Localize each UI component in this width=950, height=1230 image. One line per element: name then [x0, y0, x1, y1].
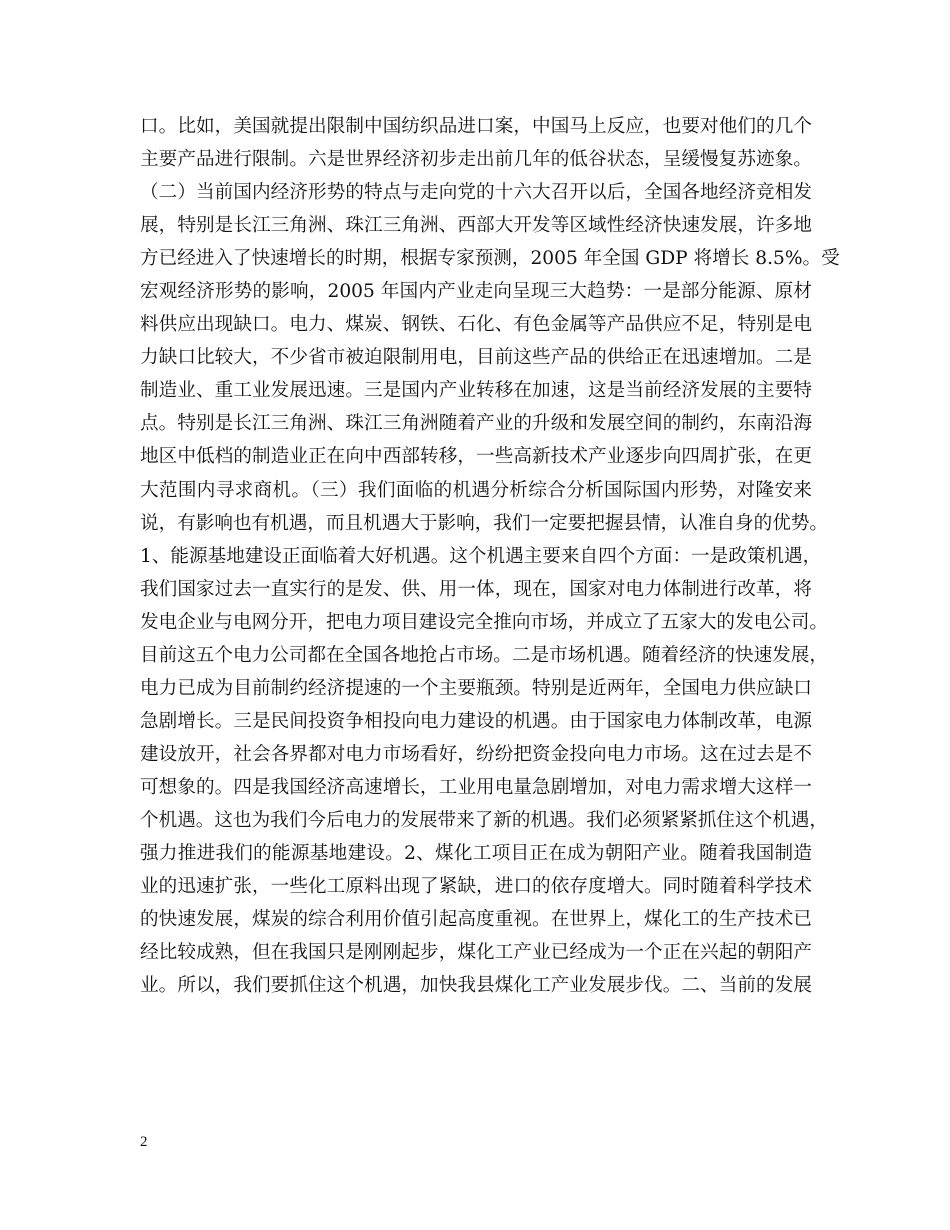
text-line: 口。比如，美国就提出限制中国纺织品进口案，中国马上反应，也要对他们的几个: [140, 116, 812, 137]
text-line: 大范围内寻求商机。（三）我们面临的机遇分析综合分析国际国内形势，对隆安来: [140, 479, 812, 501]
text-line: 电力已成为目前制约经济提速的一个主要瓶颈。特别是近两年，全国电力供应缺口: [140, 677, 812, 699]
text-line: 力缺口比较大，不少省市被迫限制用电，目前这些产品的供给正在迅速增加。二是: [140, 347, 812, 369]
text-line: 可想象的。四是我国经济高速增长，工业用电量急剧增加，对电力需求增大这样一: [140, 776, 812, 798]
text-line: 的快速发展，煤炭的综合利用价值引起高度重视。在世界上，煤化工的生产技术已: [140, 909, 812, 931]
text-line: 主要产品进行限制。六是世界经济初步走出前几年的低谷状态，呈缓慢复苏迹象。: [140, 149, 812, 171]
text-line: 发电企业与电网分开，把电力项目建设完全推向市场，并成立了五家大的发电公司。: [140, 611, 828, 633]
text-line: 业。所以，我们要抓住这个机遇，加快我县煤化工产业发展步伐。二、当前的发展: [140, 975, 812, 997]
text-line: 说，有影响也有机遇，而且机遇大于影响，我们一定要把握县情，认准自身的优势。: [140, 512, 828, 534]
page-number: 2: [140, 1134, 148, 1150]
text-line: 急剧增长。三是民间投资争相投向电力建设的机遇。由于国家电力体制改革，电源: [140, 710, 812, 732]
text-line: 料供应出现缺口。电力、煤炭、钢铁、石化、有色金属等产品供应不足，特别是电: [140, 314, 812, 336]
text-line: （二）当前国内经济形势的特点与走向党的十六大召开以后，全国各地经济竞相发: [140, 182, 812, 204]
text-line: 地区中低档的制造业正在向中西部转移，一些高新技术产业逐步向四周扩张，在更: [140, 446, 812, 468]
text-line: 点。特别是长江三角洲、珠江三角洲随着产业的升级和发展空间的制约，东南沿海: [140, 413, 812, 435]
text-line: 1、能源基地建设正面临着大好机遇。这个机遇主要来自四个方面：一是政策机遇，: [140, 545, 822, 567]
text-line: 强力推进我们的能源基地建设。2、煤化工项目正在成为朝阳产业。随着我国制造: [140, 843, 812, 865]
text-line: 建设放开，社会各界都对电力市场看好，纷纷把资金投向电力市场。这在过去是不: [140, 743, 812, 765]
text-line: 方已经进入了快速增长的时期，根据专家预测，2005 年全国 GDP 将增长 8.5%。受: [140, 248, 840, 270]
text-line: 展，特别是长江三角洲、珠江三角洲、西部大开发等区域性经济快速发展，许多地: [140, 215, 812, 237]
text-line: 个机遇。这也为我们今后电力的发展带来了新的机遇。我们必须紧紧抓住这个机遇，: [140, 809, 828, 831]
text-line: 宏观经济形势的影响，2005 年国内产业走向呈现三大趋势：一是部分能源、原材: [140, 281, 812, 303]
text-line: 经比较成熟，但在我国只是刚刚起步，煤化工产业已经成为一个正在兴起的朝阳产: [140, 942, 812, 964]
text-line: 目前这五个电力公司都在全国各地抢占市场。二是市场机遇。随着经济的快速发展，: [140, 644, 828, 666]
text-line: 业的迅速扩张，一些化工原料出现了紧缺，进口的依存度增大。同时随着科学技术: [140, 876, 812, 898]
text-line: 我们国家过去一直实行的是发、供、用一体，现在，国家对电力体制进行改革，将: [140, 578, 812, 600]
body-text: [140, 110, 840, 1002]
text-line: 制造业、重工业发展迅速。三是国内产业转移在加速，这是当前经济发展的主要特: [140, 380, 812, 402]
